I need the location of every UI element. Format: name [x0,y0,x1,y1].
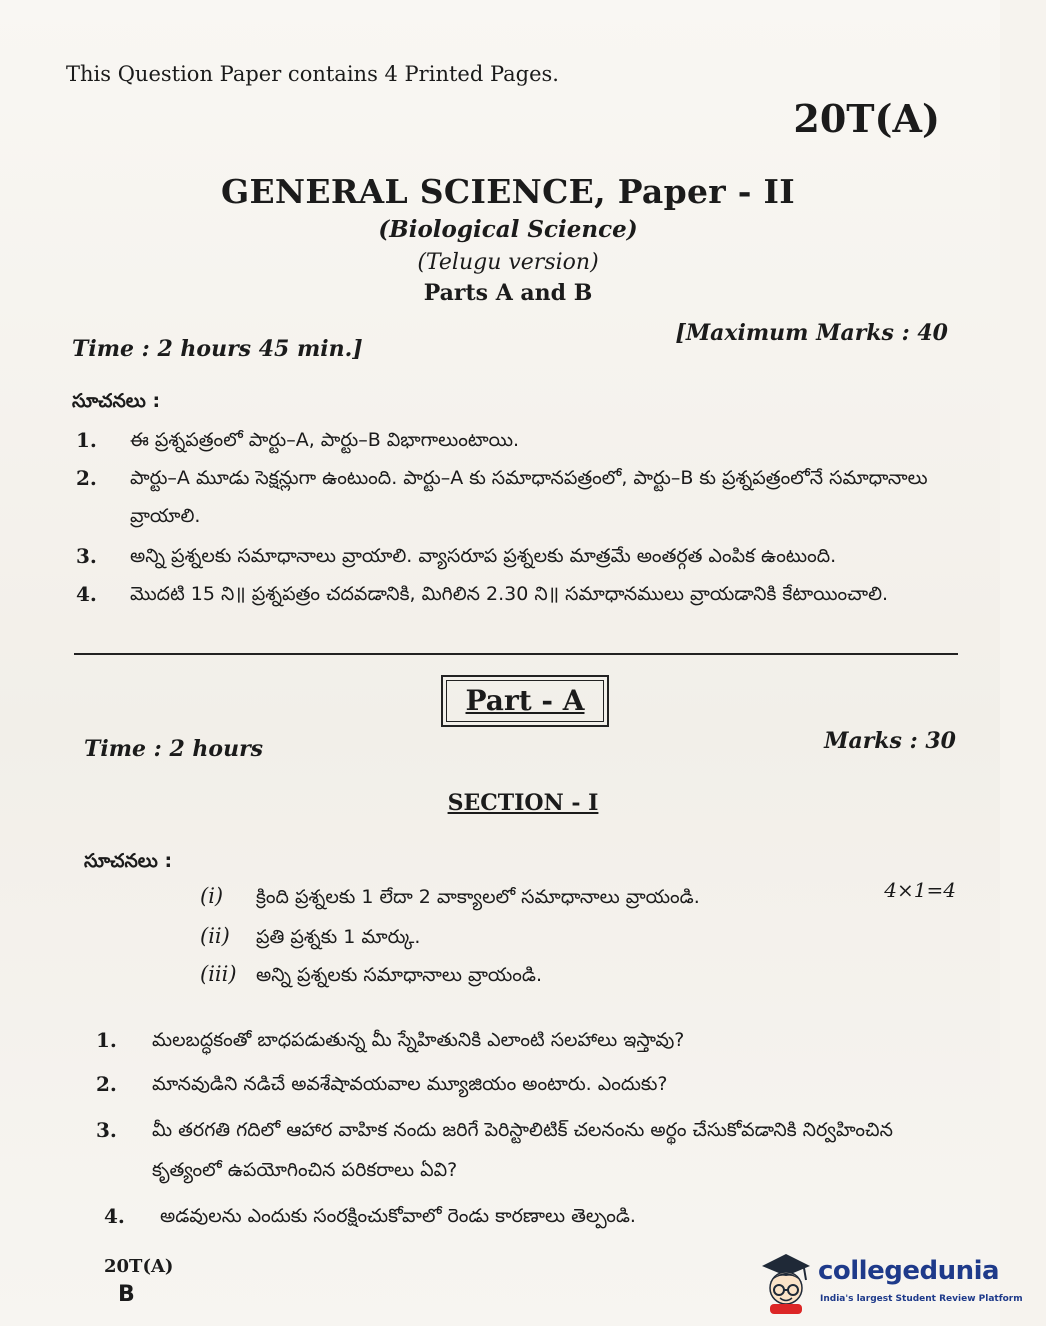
question-text: మలబద్ధకంతో బాధపడుతున్న మీ స్నేహితునికి ఎలాంటి సలహాలు ఇస్తావు? [152,1029,685,1051]
instruction-text: ఈ ప్రశ్నపత్రంలో పార్టు–A, పార్టు–B విభాగాలుంటాయి. [130,429,520,451]
part-a-label: Part - A [446,680,604,722]
section-score: 4×1=4 [884,878,956,902]
instruction-text: మొదటి 15 ని॥ ప్రశ్నపత్రం చదవడానికి, మిగిలిన 2.30 ని॥ సమాధానములు వ్రాయడానికి కేటాయించాలి. [130,583,889,605]
sub-instruction-text: ప్రతి ప్రశ్నకు 1 మార్కు. [256,926,421,948]
sub-instruction-number: (ii) [200,924,230,948]
part-a-time: Time : 2 hours [84,736,264,762]
section-instructions-heading: సూచనలు : [84,850,173,872]
part-a-box [441,675,609,727]
instruction-number: 4. [76,582,97,606]
sub-instruction-text: క్రింది ప్రశ్నలకు 1 లేదా 2 వాక్యాలలో సమాధానాలు వ్రాయండి. [256,886,700,908]
question-item [96,1064,936,1104]
instruction-item [76,459,966,535]
section-heading: SECTION - I [447,790,599,816]
instruction-item [76,421,966,459]
question-number: 3. [96,1118,117,1142]
paper-subtitle-subject: (Biological Science) [378,216,638,243]
question-number: 1. [96,1028,117,1052]
question-item [96,1110,936,1190]
instruction-number: 3. [76,544,97,568]
brand-watermark [754,1246,1023,1316]
sub-instruction-text: అన్ని ప్రశ్నలకు సమాధానాలు వ్రాయండి. [256,964,543,986]
sub-instruction [200,884,760,913]
page-count-line: This Question Paper contains 4 Printed Pages. [66,62,559,86]
maximum-marks: [Maximum Marks : 40 [675,320,948,346]
student-mascot-icon [754,1246,816,1316]
brand-tagline: India's largest Student Review Platform [820,1294,1023,1304]
footer-letter: B [118,1282,135,1307]
instruction-item [76,575,966,613]
question-text: అడవులను ఎందుకు సంరక్షించుకోవాలో రెండు కారణాలు తెల్పండి. [160,1205,636,1227]
brand-name: collegedunia [818,1256,1000,1286]
question-text: మీ తరగతి గదిలో ఆహార వాహిక నందు జరిగే పెరిస్టాలిటిక్ చలనంను అర్థం చేసుకోవడానికి నిర్వహించిన కృత్యంలో ఉపయోగించిన పరికరాలు ఏవి? [152,1119,893,1181]
footer-paper-code: 20T(A) [104,1256,174,1277]
sub-instruction [200,924,760,953]
paper-title: GENERAL SCIENCE, Paper - II [220,172,796,211]
question-number: 4. [104,1204,125,1228]
instructions-heading: సూచనలు : [72,390,161,412]
instruction-item [76,537,966,575]
sub-instruction-number: (i) [200,884,224,908]
instruction-text: అన్ని ప్రశ్నలకు సమాధానాలు వ్రాయాలి. వ్యాసరూప ప్రశ్నలకు మాత్రమే అంతర్గత ఎంపిక ఉంటుంది. [130,545,837,567]
paper-subtitle-parts: Parts A and B [423,280,593,306]
horizontal-divider [74,653,958,655]
paper-code: 20T(A) [793,96,940,141]
sub-instruction [200,962,760,991]
question-item [104,1196,944,1236]
sub-instruction-number: (iii) [200,962,237,986]
paper-subtitle-version: (Telugu version) [417,250,599,275]
total-time: Time : 2 hours 45 min.] [72,336,363,362]
question-text: మానవుడిని నడిచే అవశేషావయవాల మ్యూజియం అంటారు. ఎందుకు? [152,1073,668,1095]
question-item [96,1020,936,1060]
instruction-number: 2. [76,466,97,490]
instruction-number: 1. [76,428,97,452]
instruction-text: పార్టు–A మూడు సెక్షన్లుగా ఉంటుంది. పార్టు–A కు సమాధానపత్రంలో, పార్టు–B కు ప్రశ్నపత్రంలోనే సమాధానాలు వ్రాయాలి. [130,467,928,527]
part-a-marks: Marks : 30 [824,728,956,754]
question-number: 2. [96,1072,117,1096]
